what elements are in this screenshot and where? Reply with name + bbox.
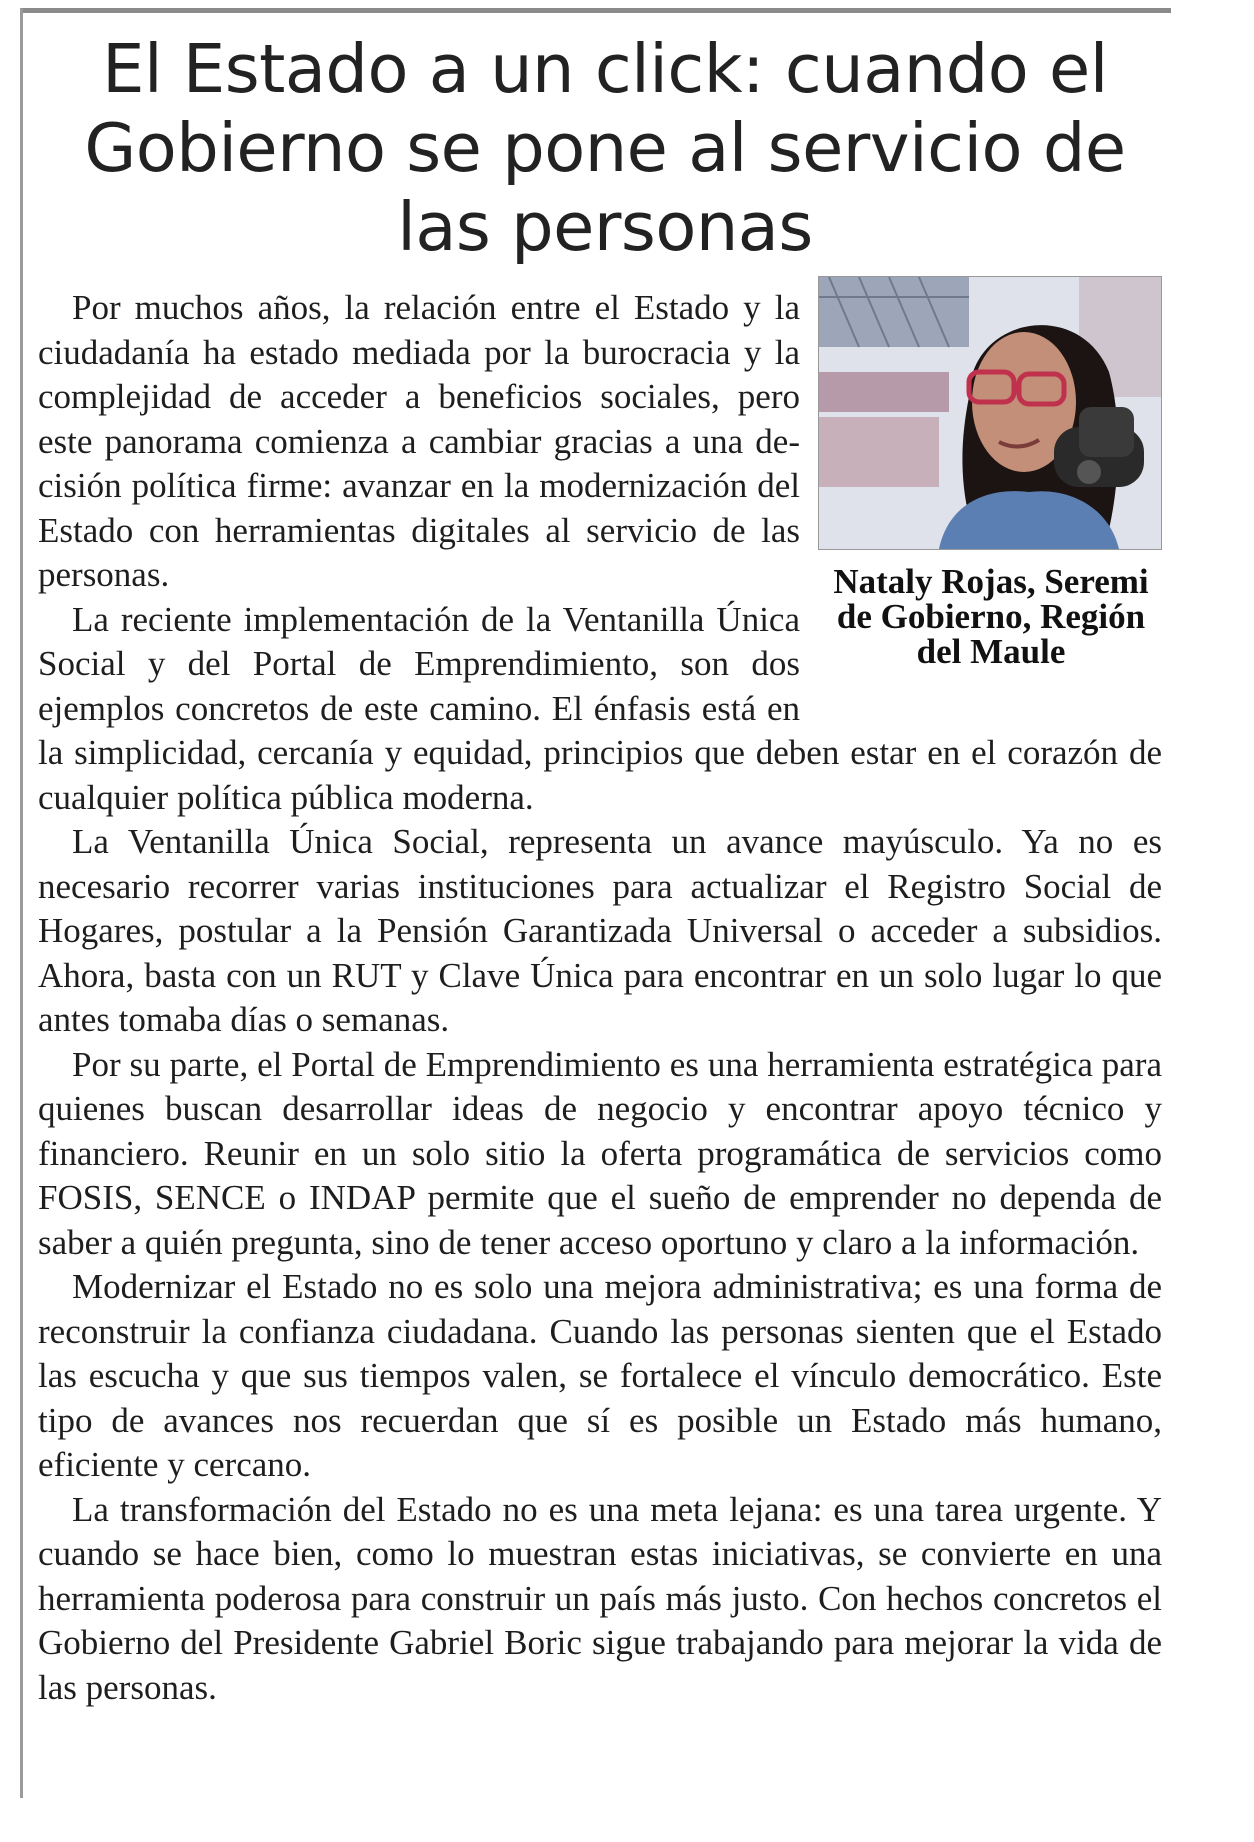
top-rule bbox=[20, 8, 1171, 13]
article-headline: El Estado a un click: cuando el Gobierno se pone al servicio de las personas bbox=[84, 30, 1126, 266]
photo-caption: Nataly Rojas, Seremi de Gobierno, Región del Maule bbox=[833, 562, 1149, 671]
paragraph-6: La transformación del Estado no es una meta lejana: es una tarea urgente. Y cuando se hace bien, como lo muestran estas iniciativas, se convierte en una herramienta poderosa para construir un país más justo. Con hechos concretos el Gobierno del Presidente Gabriel Boric sigue trabajando para mejorar la vida de las personas. bbox=[38, 1489, 1162, 1707]
author-photo-illustration bbox=[819, 277, 1161, 549]
author-figure bbox=[820, 276, 1162, 698]
paragraph-5: Modernizar el Estado no es solo una mejora administrativa; es una forma de reconstruir la confianza ciudadana. Cuando las personas sienten que el Estado las escucha y que sus tiempos valen, se fortalece el vínculo democrático. Este tipo de avances nos recuerdan que sí es posible un Estado más humano, eficiente y cercano. bbox=[38, 1267, 1162, 1484]
paragraph-3: La Ventanilla Única Social, representa un avance mayúsculo. Ya no es necesario recorrer varias instituciones para actualizar el Registro Social de Hogares, postular a la Pensión Garantizada Universal o acceder a subsidios. Ahora, basta con un RUT y Clave Única para encontrar en un solo lugar lo que antes tomaba días o semanas. bbox=[38, 822, 1162, 1039]
author-photo bbox=[818, 276, 1162, 550]
paragraph-4: Por su parte, el Portal de Emprendimiento es una herramienta estratégica para quienes buscan desarrollar ideas de negocio y encontrar apoyo técnico y financiero. Reunir en un solo sitio la oferta programática de servicios como FOSIS, SENCE o INDAP permite que el sueño de emprender no dependa de saber a quién pregunta, sino de tener acceso oportuno y claro a la información. bbox=[38, 1044, 1162, 1262]
article-body bbox=[38, 286, 1162, 1710]
left-rule bbox=[20, 8, 23, 1798]
paragraph-2: La reciente implementación de la Ventanilla Única Social y del Portal de Emprendimiento, son dos ejemplos concretos de este camino. El énfasis está en la simplicidad, cercanía y equidad, principios que deben estar en el corazón de cualquier política pública moderna. bbox=[38, 599, 1162, 817]
paragraph-1: Por muchos años, la relación entre el Estado y la ciudadanía ha estado mediada por la burocracia y la complejidad de acceder a beneficios sociales, pero este panorama comienza a cambiar gracias a una decisión política firme: avanzar en la modernización del Estado con herramientas digitales al servicio de las personas. bbox=[38, 288, 800, 594]
